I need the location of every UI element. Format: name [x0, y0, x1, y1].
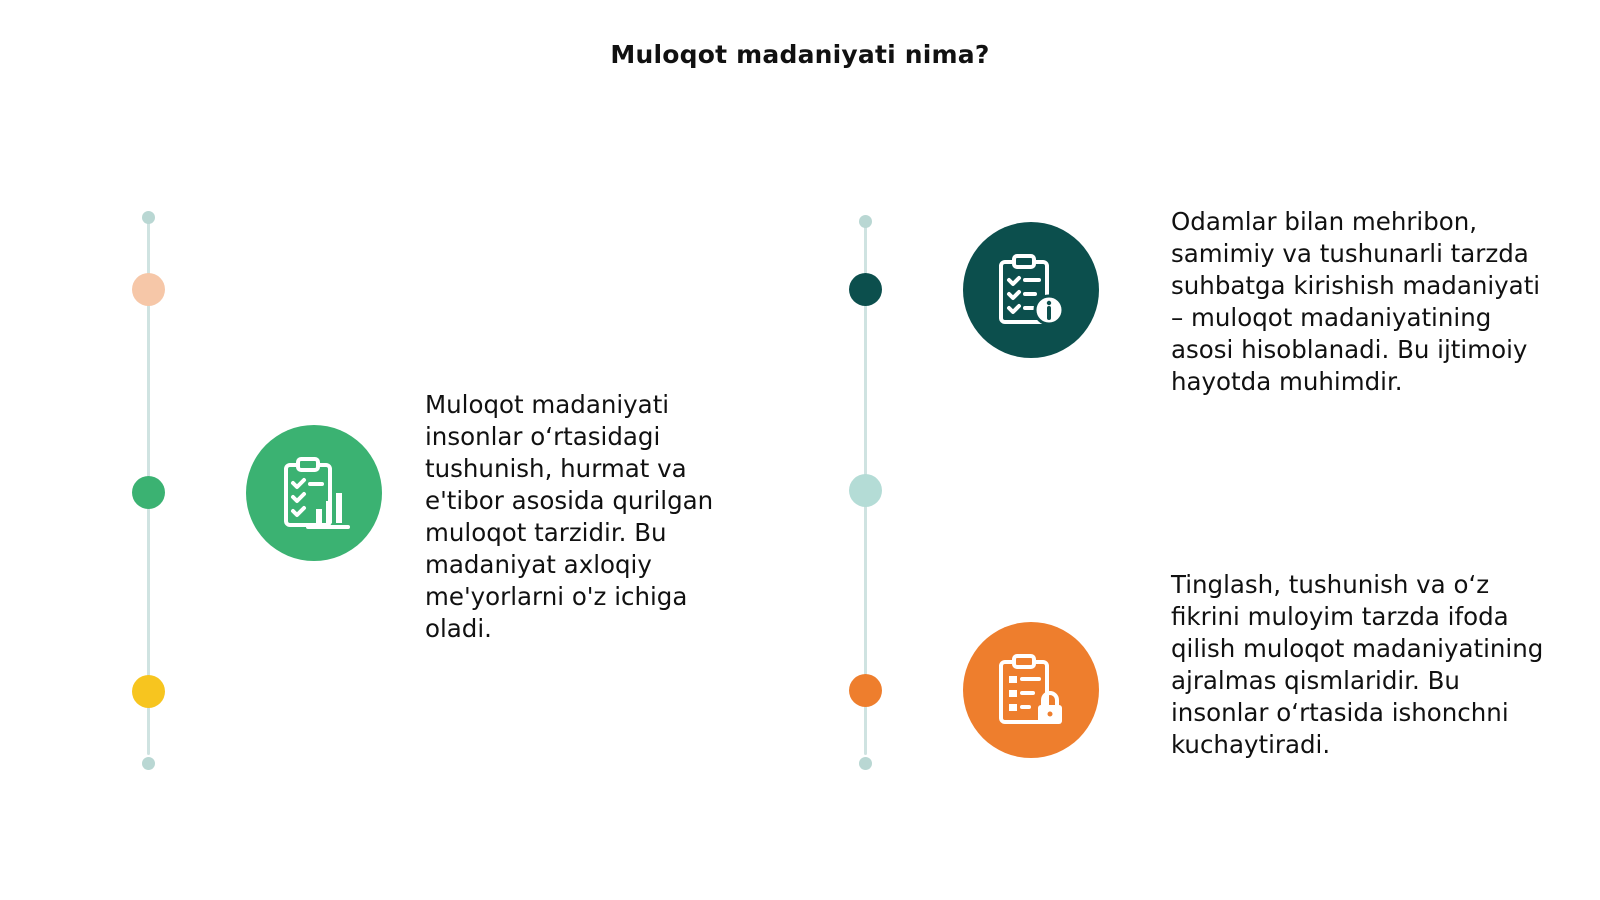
item-3-text: Tinglash, tushunish va o‘z fikrini muloyim tarzda ifoda qilish muloqot madaniyatining ajralmas qismlaridir. Bu insonlar o‘rtasida ishonchni kuchaytiradi.	[1171, 570, 1544, 759]
right-timeline-node-orange	[849, 674, 882, 707]
left-timeline-node-peach	[132, 273, 165, 306]
item-1-text: Muloqot madaniyati insonlar o‘rtasidagi tushunish, hurmat va e'tibor asosida qurilgan muloqot tarzidir. Bu madaniyat axloqiy me'yorlarni o'z ichiga oladi.	[425, 390, 714, 643]
clipboard-lock-icon	[963, 622, 1099, 758]
clipboard-info-icon	[963, 222, 1099, 358]
clipboard-chart-icon	[246, 425, 382, 561]
right-timeline-node-teal	[849, 273, 882, 306]
right-timeline-bottom-dot	[859, 757, 872, 770]
item-2-text: Odamlar bilan mehribon, samimiy va tushunarli tarzda suhbatga kirishish madaniyati – muloqot madaniyatining asosi hisoblanadi. Bu ijtimoiy hayotda muhimdir.	[1171, 207, 1541, 396]
left-timeline-top-dot	[142, 211, 155, 224]
left-timeline-node-green	[132, 476, 165, 509]
left-timeline-bottom-dot	[142, 757, 155, 770]
right-timeline-node-mint	[849, 474, 882, 507]
page-title: Muloqot madaniyati nima?	[610, 40, 990, 69]
left-timeline-node-yellow	[132, 675, 165, 708]
right-timeline-top-dot	[859, 215, 872, 228]
